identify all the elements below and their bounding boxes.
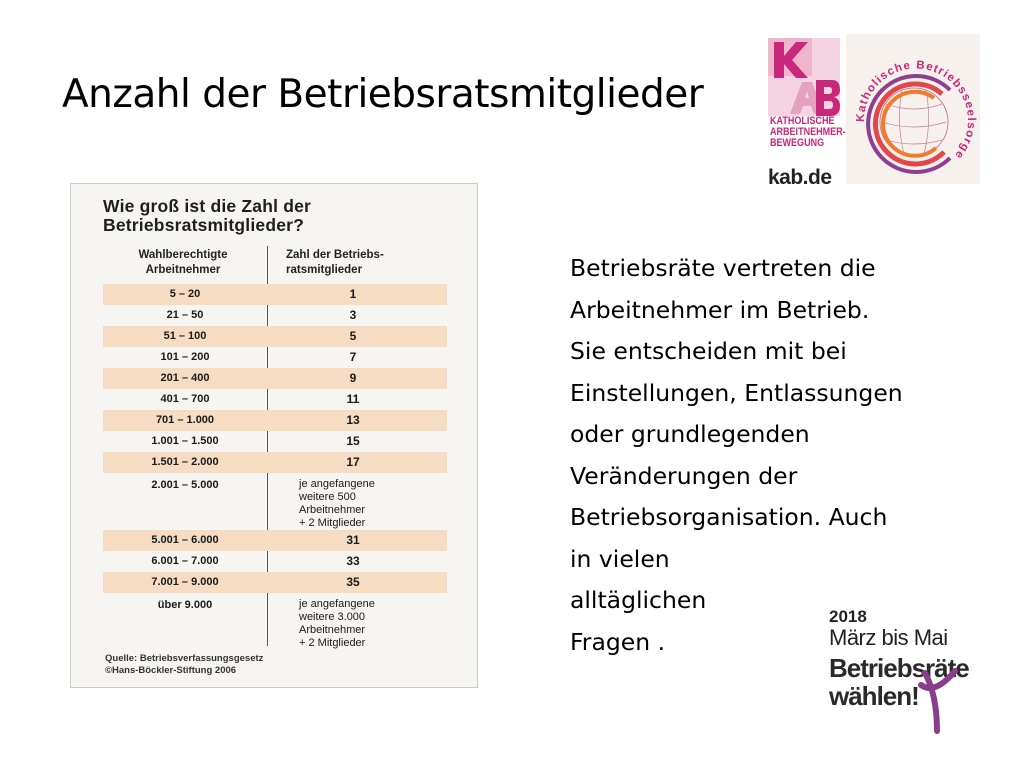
kab-domain: kab.de bbox=[768, 166, 832, 189]
table-row: 2.001 – 5.000 je angefangene weitere 500 Arbeitnehmer + 2 Mitglieder bbox=[151, 478, 375, 529]
betriebsrat-size-table bbox=[70, 183, 478, 688]
seal-graphic bbox=[846, 34, 980, 184]
infographic-source: Quelle: Betriebsverfassungsgesetz ©Hans-Böckler-Stiftung 2006 bbox=[105, 653, 264, 676]
campaign-year: 2018 bbox=[829, 607, 867, 626]
kab-letters-graphic bbox=[768, 38, 840, 116]
table-row: 7.001 – 9.000 35 bbox=[103, 572, 447, 593]
column-header-employees: Wahlberechtigte Arbeitnehmer bbox=[138, 249, 228, 276]
table-row: 21 – 50 3 bbox=[166, 308, 357, 322]
betriebsseelsorge-seal bbox=[846, 34, 980, 184]
column-header-members: Zahl der Betriebs- ratsmitglieder bbox=[286, 249, 384, 276]
table-row: 51 – 100 5 bbox=[103, 326, 447, 347]
table-row: 5 – 20 1 bbox=[103, 284, 447, 305]
campaign-slogan: Betriebsräte bbox=[829, 653, 969, 683]
slide-title: Anzahl der Betriebsratsmitglieder bbox=[62, 72, 704, 117]
seal-text: Katholische Betriebsseelsorge bbox=[854, 59, 978, 162]
kab-logo bbox=[768, 38, 846, 189]
ballot-cross-icon bbox=[915, 665, 961, 735]
table-row: 701 – 1.000 13 bbox=[103, 410, 447, 431]
campaign-badge bbox=[827, 607, 967, 737]
table-row: 201 – 400 9 bbox=[103, 368, 447, 389]
table-row: 101 – 200 7 bbox=[160, 350, 357, 364]
campaign-slogan-2: wählen! bbox=[829, 681, 919, 711]
table-row: 5.001 – 6.000 31 bbox=[103, 530, 447, 551]
table-row: über 9.000 je angefangene weitere 3.000 Arbeitnehmer + 2 Mitglieder bbox=[157, 598, 375, 649]
infographic-title: Wie groß ist die Zahl der Betriebsratsmitglieder? bbox=[103, 196, 312, 235]
table-row: 401 – 700 11 bbox=[160, 392, 360, 406]
body-text: Betriebsräte vertreten die Arbeitnehmer im Betrieb. Sie entscheiden mit bei Einstellungen, Entlassungen oder grundlegenden Veränderungen der Betriebsorganisation. Auch in vielen alltäglichen Fragen . bbox=[570, 254, 903, 656]
campaign-period: März bis Mai bbox=[829, 625, 948, 650]
table-row: 6.001 – 7.000 33 bbox=[151, 554, 360, 568]
table-row: 1.501 – 2.000 17 bbox=[103, 452, 447, 473]
kab-wordmark: KATHOLISCHE ARBEITNEHMER- BEWEGUNG bbox=[770, 115, 846, 149]
table-row: 1.001 – 1.500 15 bbox=[151, 434, 360, 448]
